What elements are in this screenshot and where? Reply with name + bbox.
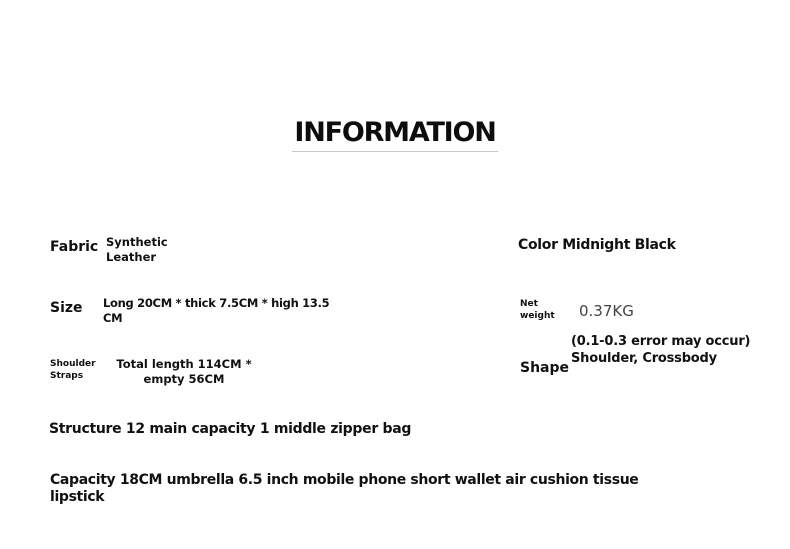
net-weight-label-line1: Net	[520, 299, 538, 309]
color-text: Color Midnight Black	[518, 237, 676, 253]
size-value-line2: CM	[103, 311, 123, 325]
shoulder-straps-value-line1: Total length 114CM *	[116, 357, 252, 371]
shape-value: Shoulder, Crossbody	[571, 351, 717, 366]
net-weight-note: (0.1-0.3 error may occur)	[571, 334, 751, 349]
capacity-text	[50, 472, 638, 506]
net-weight-label	[520, 298, 555, 322]
fabric-value	[106, 235, 168, 265]
shoulder-straps-value-line2: empty 56CM	[143, 372, 225, 386]
net-weight-value: 0.37KG	[579, 302, 634, 320]
shoulder-straps-label	[50, 358, 96, 382]
capacity-line1: Capacity 18CM umbrella 6.5 inch mobile phone short wallet air cushion tissue	[50, 472, 639, 488]
size-value-line1: Long 20CM * thick 7.5CM * high 13.5	[103, 296, 330, 310]
capacity-line2: lipstick	[50, 489, 105, 505]
page-title	[0, 116, 790, 152]
title-text: INFORMATION	[292, 116, 497, 152]
net-weight-label-line2: weight	[520, 311, 555, 321]
structure-text: Structure 12 main capacity 1 middle zipper bag	[49, 421, 412, 437]
size-label: Size	[50, 300, 83, 316]
fabric-value-line1: Synthetic	[106, 235, 168, 249]
shoulder-straps-label-line2: Straps	[50, 371, 84, 381]
shoulder-straps-label-line1: Shoulder	[50, 359, 96, 369]
shoulder-straps-value	[104, 357, 264, 387]
fabric-label: Fabric	[50, 239, 99, 255]
shape-label: Shape	[520, 360, 570, 376]
size-value	[103, 296, 329, 326]
fabric-value-line2: Leather	[106, 250, 157, 264]
